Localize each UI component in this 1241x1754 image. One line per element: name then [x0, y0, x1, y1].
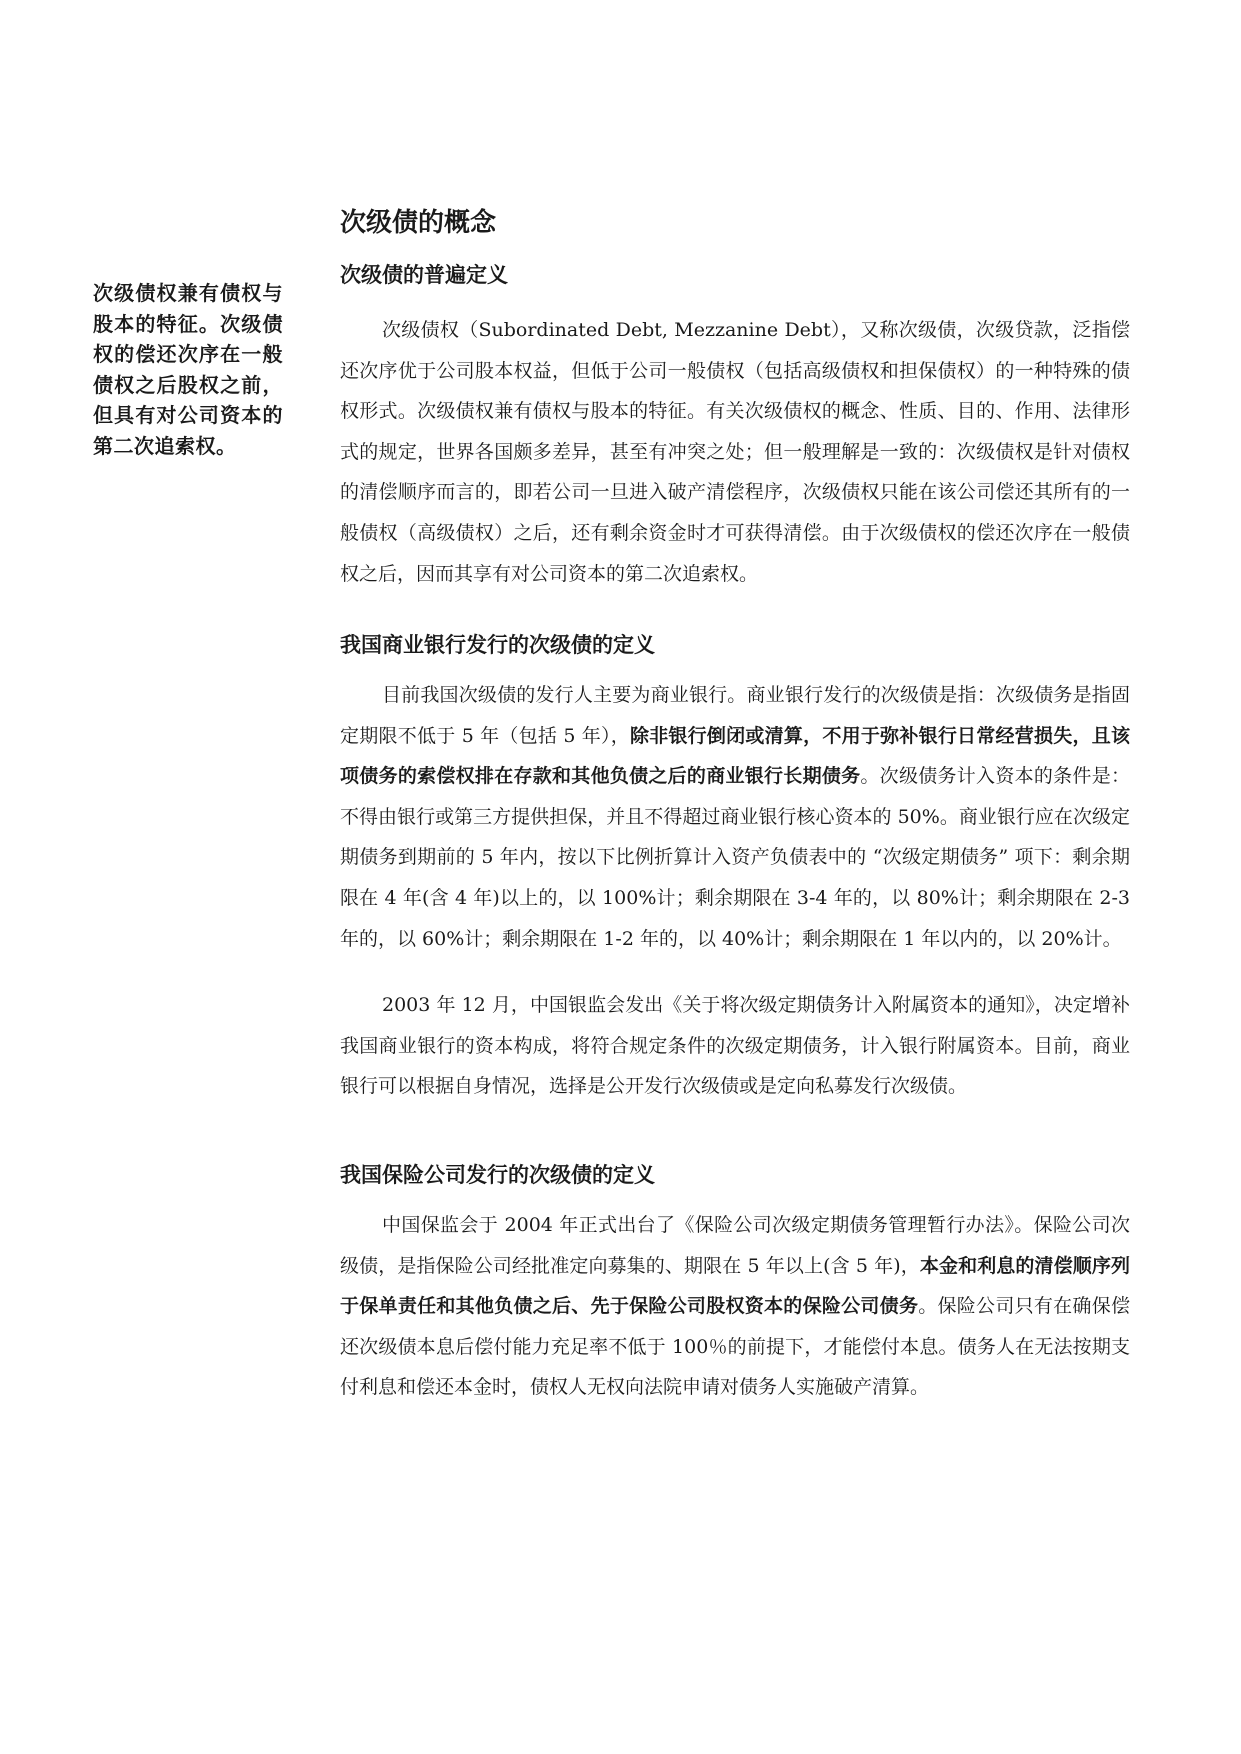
section-heading-bank-definition: 我国商业银行发行的次级债的定义 — [340, 632, 655, 657]
paragraph-general-definition: 次级债权（Subordinated Debt, Mezzanine Debt），又称次级债，次级贷款，泛指偿还次序优于公司股本权益，但低于公司一般债权（包括高级债权和担保债权）的一种特殊的债权形式。次级债权兼有债权与股本的特征。有关次级债权的概念、性质、目的、作用、法律形式的规定，世界各国颇多差异，甚至有冲突之处；但一般理解是一致的：次级债权是针对债权的清偿顺序而言的，即若公司一旦进入破产清偿程序，次级债权只能在该公司偿还其所有的一般债权（高级债权）之后，还有剩余资金时才可获得清偿。由于次级债权的偿还次序在一般债权之后，因而其享有对公司资本的第二次追索权。 — [340, 319, 1130, 585]
paragraph-bold-segment: 除非银行倒闭或清算，不用于弥补银行日常经营损失，且该项债务的索偿权排在存款和其他负债之后的商业银行长期债务 — [340, 724, 1130, 788]
page-title: 次级债的概念 — [340, 208, 497, 238]
paragraph-text-segment: 中国保监会于 2004 年正式出台了《保险公司次级定期债务管理暂行办法》。保险公司次级债，是指保险公司经批准定向募集的、期限在 5 年以上(含 5 年)， — [340, 1214, 1130, 1277]
paragraph-cbrc-notice: 2003 年 12 月，中国银监会发出《关于将次级定期债务计入附属资本的通知》，决定增补我国商业银行的资本构成，将符合规定条件的次级定期债务，计入银行附属资本。目前，商业银行可以根据自身情况，选择是公开发行次级债或是定向私募发行次级债。 — [340, 994, 1130, 1098]
section-heading-insurance-definition: 我国保险公司发行的次级债的定义 — [340, 1162, 655, 1187]
section-heading-general-definition: 次级债的普遍定义 — [340, 262, 508, 287]
paragraph-bold-segment: 本金和利息的清偿顺序列于保单责任和其他负债之后、先于保险公司股权资本的保险公司债务 — [340, 1254, 1130, 1318]
paragraph-bank-definition — [340, 675, 1130, 959]
paragraph-insurance-definition — [340, 1205, 1130, 1408]
paragraph-text-segment: 目前我国次级债的发行人主要为商业银行。商业银行发行的次级债是指：次级债务是指固定期限不低于 5 年（包括 5 年）， — [340, 684, 1130, 747]
sidebar-summary-note: 次级债权兼有债权与股本的特征。次级债权的偿还次序在一般债权之后股权之前，但具有对公司资本的第二次追索权。 — [93, 281, 283, 458]
paragraph-text-segment: 。保险公司只有在确保偿还次级债本息后偿付能力充足率不低于 100％的前提下，才能偿付本息。债务人在无法按期支付利息和偿还本金时，债权人无权向法院申请对债务人实施破产清算。 — [340, 1295, 1130, 1399]
paragraph-text-segment: 。次级债务计入资本的条件是：不得由银行或第三方提供担保，并且不得超过商业银行核心资本的 50%。商业银行应在次级定期债务到期前的 5 年内，按以下比例折算计入资产负债表中的 “次级定期债务” 项下：剩余期限在 4 年(含 4 年)以上的，以 100%计；剩余期限在 3-4 年的，以 80%计；剩余期限在 2-3 年的，以 60%计；剩余期限在 1-2 年的，以 40%计；剩余期限在 1 年以内的，以 20%计。 — [340, 765, 1130, 950]
